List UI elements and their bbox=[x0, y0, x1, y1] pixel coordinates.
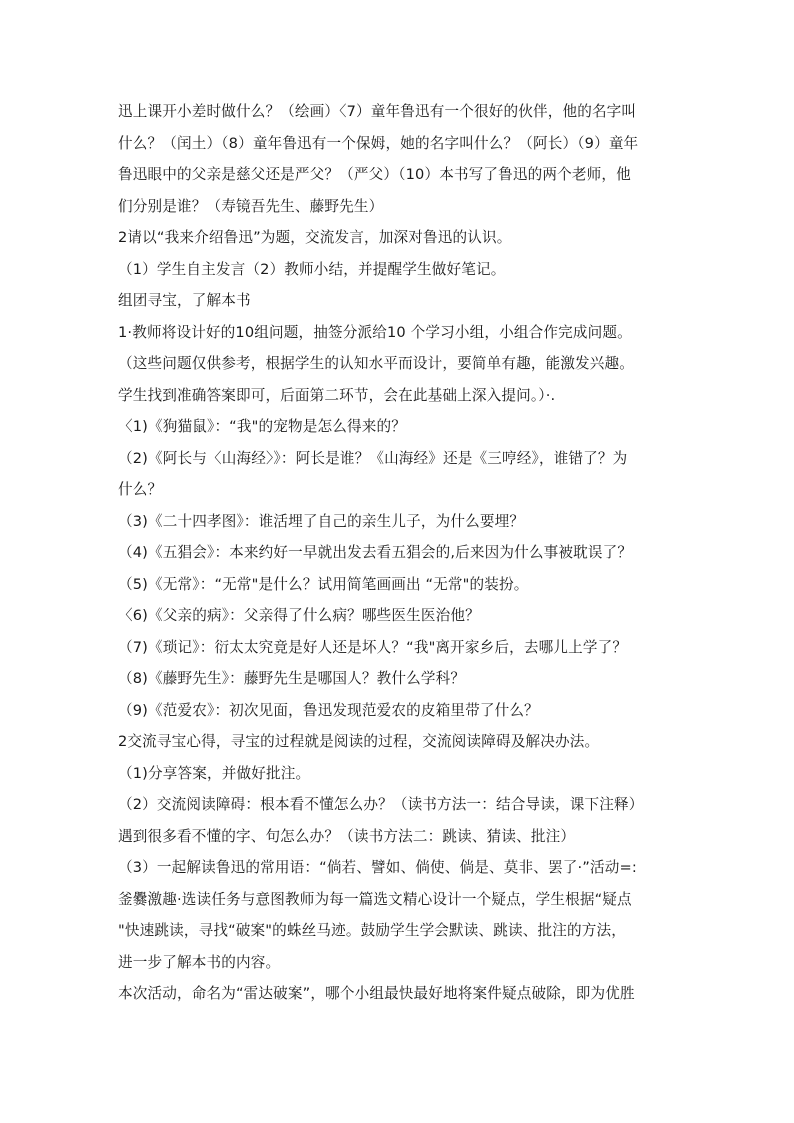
question-item: （2)《阿长与〈山海经〉》：阿长是谁？《山海经》还是《三哼经》，谁错了？为 bbox=[118, 449, 628, 467]
question-item: （5)《无常》：“无常"是什么？试用简笔画画出 “无常"的装扮。 bbox=[118, 575, 529, 593]
text-line: 2交流寻宝心得，寻宝的过程就是阅读的过程，交流阅读障碍及解决办法。 bbox=[118, 733, 600, 750]
text-line: 鲁迅眼中的父亲是慈父还是严父？（严父）（10）本书写了鲁迅的两个老师，他 bbox=[118, 166, 631, 183]
text-line: 1·教师将设计好的10组问题，抽签分派给10 个学习小组，小组合作完成问题。 bbox=[118, 323, 632, 341]
text-line: 2请以“我来介绍鲁迅”为题，交流发言，加深对鲁迅的认识。 bbox=[118, 229, 512, 246]
question-item: （8)《藤野先生》：藤野先生是哪国人？教什么学科？ bbox=[118, 670, 466, 687]
section-heading: 组团寻宝，了解本书 bbox=[118, 292, 251, 309]
text-line: 釜爨激趣·选读任务与意图教师为每一篇选文精心设计一个疑点，学生根据“疑点 bbox=[118, 890, 632, 908]
question-item: 〈6)《父亲的病》：父亲得了什么病？哪些医生医治他？ bbox=[118, 607, 480, 624]
text-line: 本次活动，命名为“雷达破案”，哪个小组最快最好地将案件疑点破除，即为优胜 bbox=[118, 985, 635, 1002]
text-line: "快速跳读，寻找“破案"的蛛丝马迹。鼓励学生学会默读、跳读、批注的方法， bbox=[118, 922, 626, 939]
question-item: （3)《二十四孝图》：谁活埋了自己的亲生儿子，为什么要埋？ bbox=[118, 512, 525, 530]
document-body bbox=[118, 96, 688, 1010]
text-line: （3）一起解读鲁迅的常用语：“倘若、譬如、倘使、倘是、莫非、罢了·”活动=: bbox=[118, 859, 637, 876]
text-line: 什么？（闰土）（8）童年鲁迅有一个保姆，她的名字叫什么？（阿长）（9）童年 bbox=[118, 134, 639, 152]
text-line: 学生找到准确答案即可，后面第二环节，会在此基础上深入提问。）·. bbox=[118, 386, 556, 404]
question-item: （7)《琐记》：衍太太究竟是好人还是坏人？“我"离开家乡后，去哪儿上学了？ bbox=[118, 638, 628, 656]
text-line: 遇到很多看不懂的字、句怎么办？（读书方法二：跳读、猜读、批注） bbox=[118, 827, 576, 845]
text-line: （2）交流阅读障碍：根本看不懂怎么办？（读书方法一：结合导读，课下注释） bbox=[118, 796, 644, 813]
text-line: （1）学生自主发言（2）教师小结，并提醒学生做好笔记。 bbox=[118, 260, 506, 278]
question-item: 〈1)《狗猫鼠》：“我"的宠物是怎么得来的？ bbox=[118, 418, 406, 435]
text-line: （这些问题仅供参考，根据学生的认知水平而设计，要简单有趣，能激发兴趣。 bbox=[118, 355, 635, 372]
question-item: 什么？ bbox=[118, 481, 163, 498]
text-line: 们分别是谁？（寿镜吾先生、藤野先生） bbox=[118, 197, 384, 215]
text-line: 进一步了解本书的内容。 bbox=[118, 953, 281, 971]
question-item: （4)《五猖会》：本来约好一早就出发去看五猖会的,后来因为什么事被耽误了？ bbox=[118, 544, 633, 561]
text-line: 迅上课开小差时做什么？（绘画）〈7）童年鲁迅有一个很好的伙伴，他的名字叫 bbox=[118, 103, 637, 120]
question-item: （9)《范爱农》：初次见面，鲁迅发现范爱农的皮箱里带了什么？ bbox=[118, 701, 539, 719]
text-line: （1)分享答案，并做好批注。 bbox=[118, 764, 311, 782]
